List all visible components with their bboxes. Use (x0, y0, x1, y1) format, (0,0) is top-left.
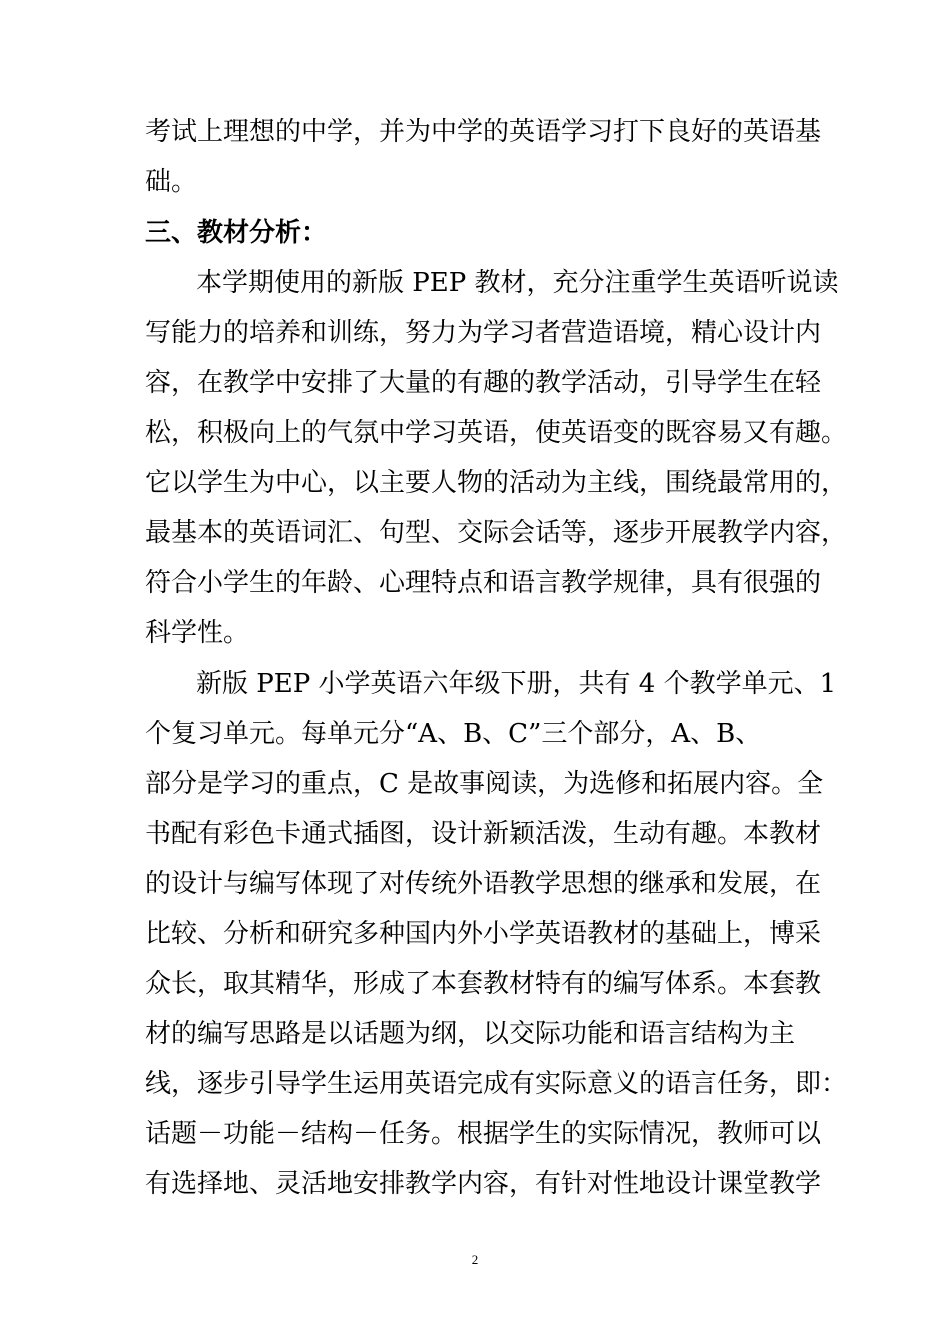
text-line: 众长，取其精华，形成了本套教材特有的编写体系。本套教 (145, 969, 822, 999)
text-line: 有选择地、灵活地安排教学内容，有针对性地设计课堂教学 (145, 1169, 822, 1199)
section-heading: 三、教材分析： (145, 218, 328, 248)
text-line: 的设计与编写体现了对传统外语教学思想的继承和发展，在 (145, 869, 822, 899)
text-line: 考试上理想的中学，并为中学的英语学习打下良好的英语基 (145, 117, 822, 147)
text-line: 本学期使用的新版 PEP 教材，充分注重学生英语听说读 (196, 268, 839, 298)
page-number: 2 (471, 1252, 479, 1267)
text-line: 材的编写思路是以话题为纲，以交际功能和语言结构为主 (145, 1019, 796, 1049)
text-line: 础。 (145, 167, 198, 197)
text-line: 话题－功能－结构－任务。根据学生的实际情况，教师可以 (145, 1119, 822, 1149)
text-line: 新版 PEP 小学英语六年级下册，共有 4 个教学单元、1 (196, 669, 837, 699)
text-line: 比较、分析和研究多种国内外小学英语教材的基础上，博采 (145, 919, 822, 949)
text-line: 容，在教学中安排了大量的有趣的教学活动，引导学生在轻 (145, 368, 822, 398)
text-line: 松，积极向上的气氛中学习英语，使英语变的既容易又有趣。 (145, 418, 848, 448)
text-line: 符合小学生的年龄、心理特点和语言教学规律，具有很强的 (145, 568, 822, 598)
text-line: 写能力的培养和训练，努力为学习者营造语境，精心设计内 (145, 318, 822, 348)
text-line: 它以学生为中心，以主要人物的活动为主线，围绕最常用的， (145, 468, 848, 498)
text-line: 个复习单元。每单元分“A、B、C”三个部分，A、B、 (145, 719, 762, 749)
text-line: 科学性。 (145, 618, 250, 648)
text-line: 部分是学习的重点，C 是故事阅读，为选修和拓展内容。全 (145, 769, 824, 799)
text-line: 最基本的英语词汇、句型、交际会话等，逐步开展教学内容， (145, 518, 848, 548)
text-line: 书配有彩色卡通式插图，设计新颖活泼，生动有趣。本教材 (145, 819, 822, 849)
text-line: 线，逐步引导学生运用英语完成有实际意义的语言任务，即： (145, 1069, 848, 1099)
